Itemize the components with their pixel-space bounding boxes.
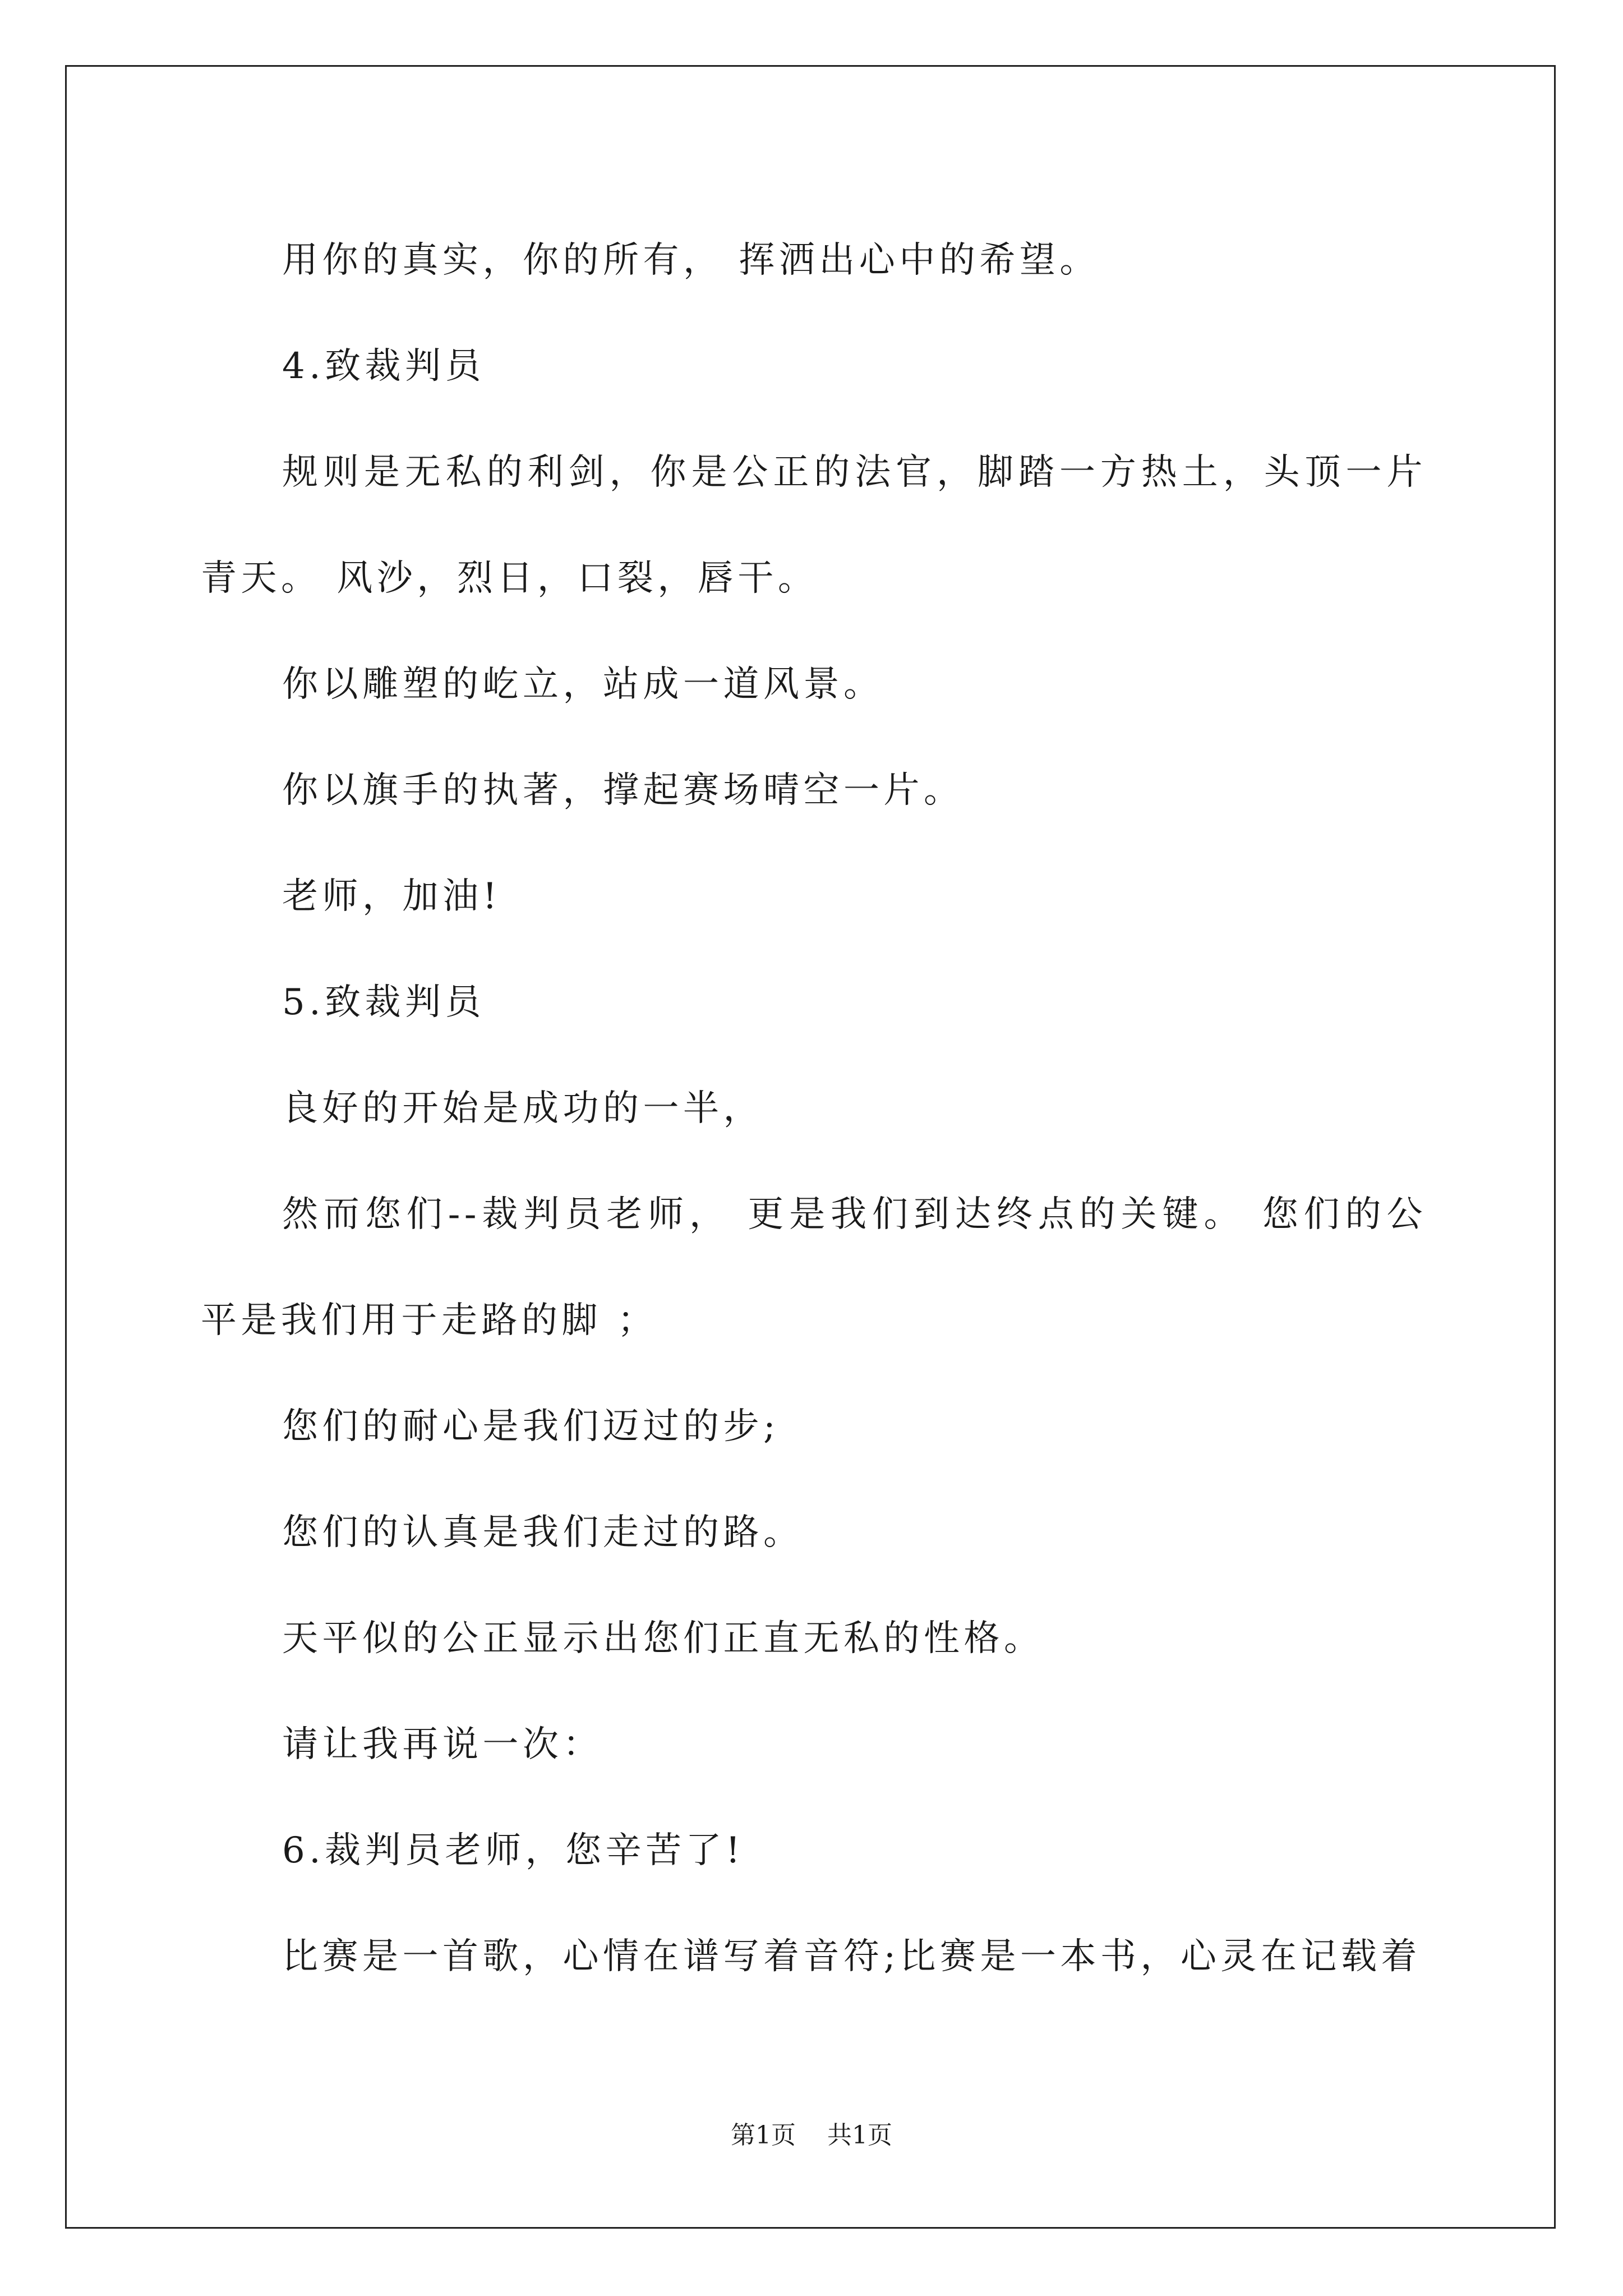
document-body xyxy=(201,208,1427,2010)
page-footer xyxy=(0,2115,1623,2151)
paragraph: 然而您们--裁判员老师， 更是我们到达终点的关键。 您们的公平是我们用于走路的脚 ； xyxy=(201,1194,1427,1341)
page-number: 第1页 xyxy=(731,2121,796,2150)
paragraph: 比赛是一首歌，心情在谱写着音符;比赛是一本书，心灵在记载着 xyxy=(282,1936,1422,1977)
page-total: 共1页 xyxy=(827,2121,892,2150)
section-heading: 6.裁判员老师，您辛苦了! xyxy=(282,1830,745,1871)
paragraph: 你以旗手的执著，撑起赛场晴空一片。 xyxy=(282,770,964,811)
paragraph: 天平似的公正显示出您们正直无私的性格。 xyxy=(282,1618,1044,1659)
paragraph: 您们的认真是我们走过的路。 xyxy=(282,1512,804,1553)
paragraph: 良好的开始是成功的一半， xyxy=(282,1088,763,1129)
paragraph: 用你的真实，你的所有， 挥洒出心中的希望。 xyxy=(282,240,1100,281)
paragraph: 请让我再说一次： xyxy=(282,1724,603,1765)
paragraph: 老师，加油! xyxy=(282,876,501,917)
paragraph: 你以雕塑的屹立，站成一道风景。 xyxy=(282,664,884,705)
section-heading: 5.致裁判员 xyxy=(282,982,486,1023)
paragraph: 规则是无私的利剑，你是公正的法官，脚踏一方热土，头顶一片青天。 风沙，烈日，口裂，唇干。 xyxy=(201,452,1427,599)
section-heading: 4.致裁判员 xyxy=(282,346,486,387)
paragraph: 您们的耐心是我们迈过的步; xyxy=(282,1406,780,1447)
